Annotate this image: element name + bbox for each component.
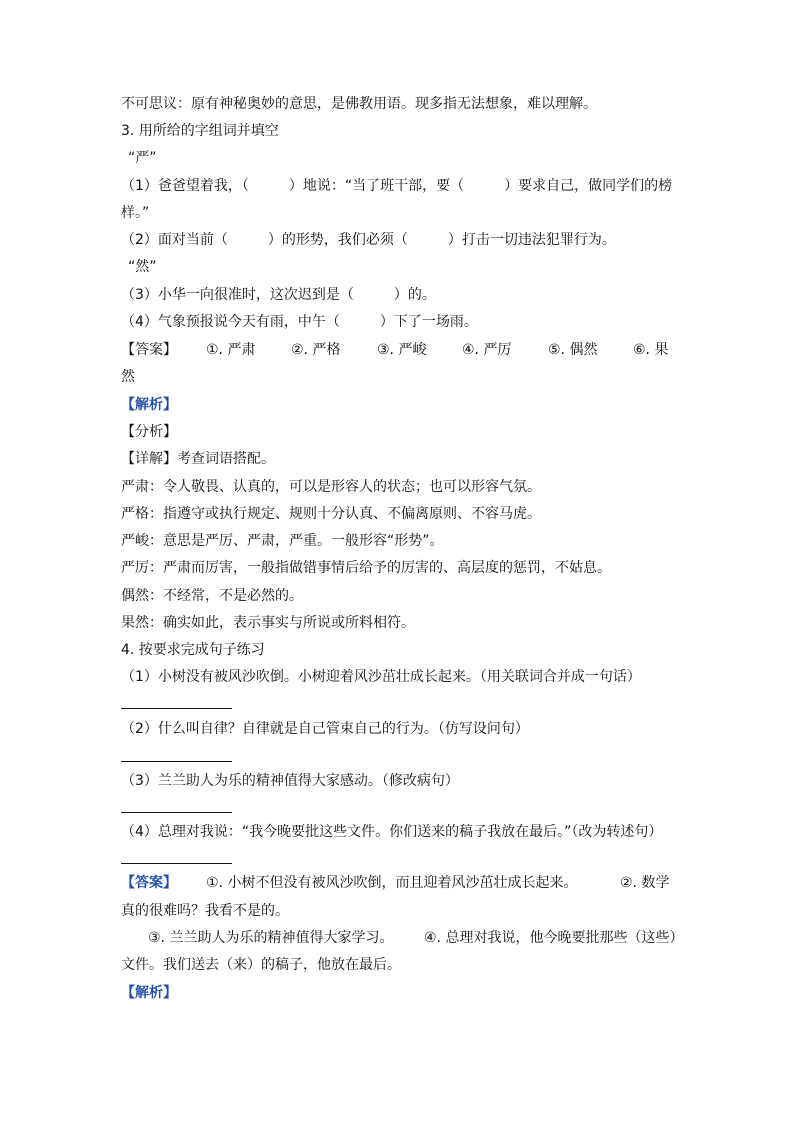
question-3-item-1-cont: 样。” (121, 205, 150, 221)
question-4-title: 4. 按要求完成句子练习 (121, 642, 265, 658)
answer-tag-3: 【答案】 (121, 342, 177, 358)
definition-yange: 严格：指遵守或执行规定、规则十分认真、不偏离原则、不容马虎。 (121, 506, 541, 522)
answer-4-3: ③. 兰兰助人为乐的精神值得大家学习。 (148, 930, 394, 946)
answer-tag-4: 【答案】 (121, 875, 177, 891)
fenxi-tag: 【分析】 (121, 424, 177, 440)
answer-blank-line (121, 863, 232, 864)
definition-ouran: 偶然：不经常，不是必然的。 (121, 588, 303, 604)
definition-bukesiyi: 不可思议：原有神秘奥妙的意思，是佛教用语。现多指无法想象，难以理解。 (121, 96, 597, 112)
answer-3-1: ①. 严肃 (206, 342, 256, 358)
answer-blank-line (121, 812, 232, 813)
answer-3-6: ⑥. 果 (633, 342, 669, 358)
question-3-item-4: （4）气象预报说今天有雨，中午（ ）下了一场雨。 (121, 314, 478, 330)
char-yan: “严” (128, 150, 157, 166)
jiexi-tag: 【解析】 (121, 397, 177, 413)
answer-blank-line (121, 761, 232, 762)
question-4-item-1: （1）小树没有被风沙吹倒。小树迎着风沙茁壮成长起来。（用关联词合并成一句话） (121, 669, 641, 685)
jiexi-tag-2: 【解析】 (121, 985, 177, 1001)
answer-blank-line (121, 708, 232, 709)
answer-4-4: ④. 总理对我说，他今晚要批那些（这些） (424, 930, 684, 946)
answer-3-4: ④. 严厉 (462, 342, 512, 358)
char-ran: “然” (128, 259, 157, 275)
question-3-item-2: （2）面对当前（ ）的形势，我们必须（ ）打击一切违法犯罪行为。 (121, 232, 616, 248)
question-4-item-3: （3）兰兰助人为乐的精神值得大家感动。（修改病句） (121, 773, 459, 789)
answer-3-5: ⑤. 偶然 (548, 342, 598, 358)
answer-4-1: ①. 小树不但没有被风沙吹倒，而且迎着风沙茁壮成长起来。 (206, 875, 578, 891)
answer-4-2-cont: 真的很难吗？我看不是的。 (121, 903, 289, 919)
definition-guoran: 果然：确实如此，表示事实与所说或所料相符。 (121, 615, 415, 631)
xiangjie-line: 【详解】考查词语搭配。 (121, 451, 275, 467)
answer-4-2: ②. 数学 (620, 875, 670, 891)
answer-3-3: ③. 严峻 (377, 342, 427, 358)
definition-yansu: 严肃：令人敬畏、认真的，可以是形容人的状态；也可以形容气氛。 (121, 479, 541, 495)
question-3-item-1: （1）爸爸望着我，（ ）地说：“当了班干部，要（ ）要求自己，做同学们的榜 (121, 178, 673, 194)
question-4-item-2: （2）什么叫自律？自律就是自己管束自己的行为。（仿写设问句） (121, 721, 529, 737)
definition-yanjun: 严峻：意思是严厉、严肃，严重。一般形容“形势”。 (121, 533, 444, 549)
answer-4-4-cont: 文件。我们送去（来）的稿子，他放在最后。 (121, 957, 401, 973)
answer-3-2: ②. 严格 (291, 342, 341, 358)
answer-3-6-cont: 然 (121, 369, 135, 385)
question-3-item-3: （3）小华一向很准时，这次迟到是（ ）的。 (121, 287, 436, 303)
definition-yanli: 严厉：严肃而厉害，一般指做错事情后给予的厉害的、高层度的惩罚，不姑息。 (121, 560, 611, 576)
question-4-item-4: （4）总理对我说：“我今晚要批这些文件。你们送来的稿子我放在最后。”（改为转述句） (121, 824, 663, 840)
question-3-title: 3. 用所给的字组词并填空 (121, 123, 279, 139)
